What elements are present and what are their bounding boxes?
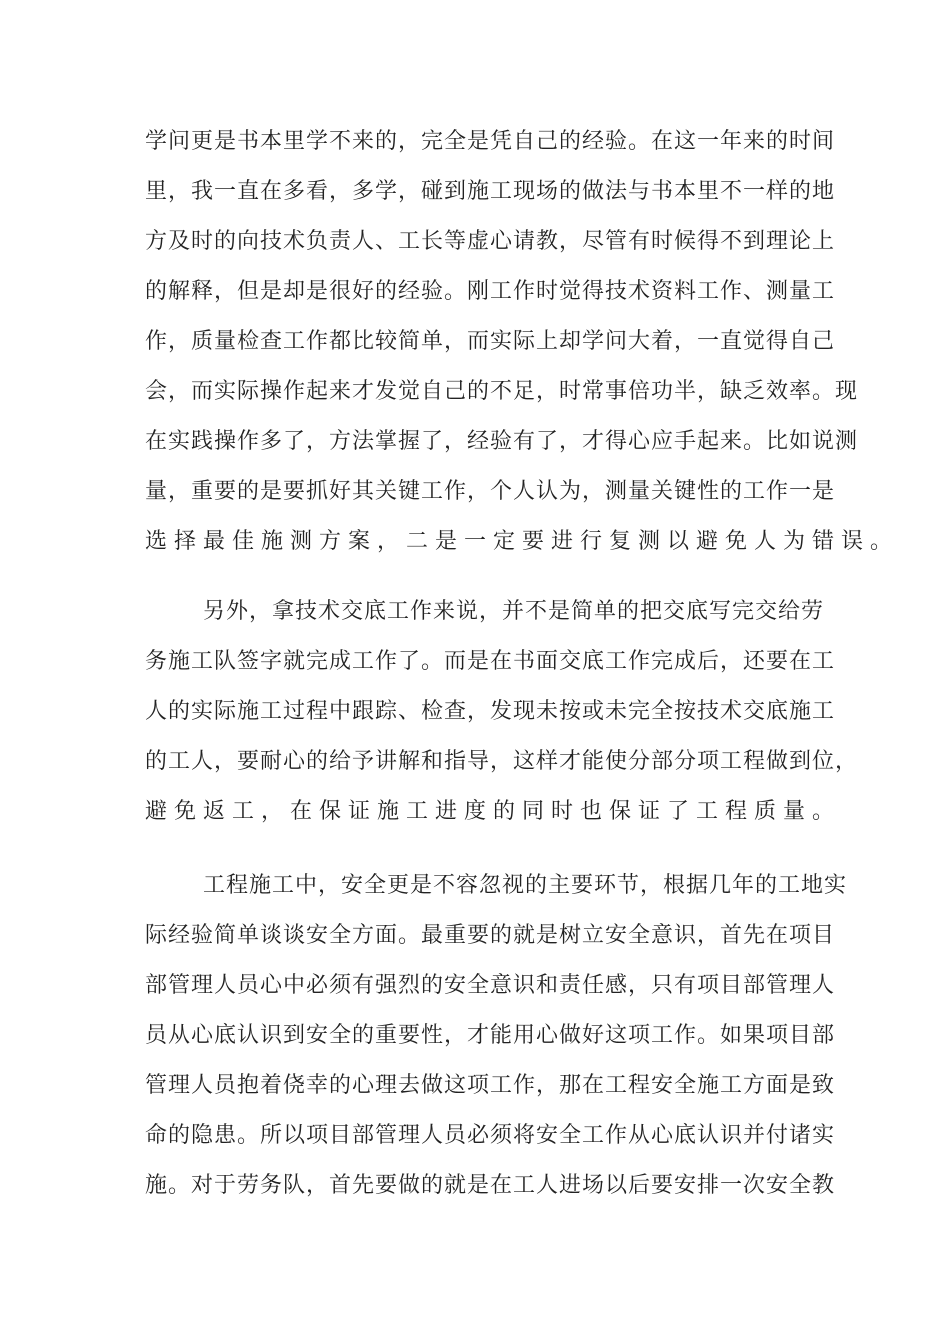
text-line: 际经验简单谈谈安全方面。最重要的就是树立安全意识，首先在项目 [145, 923, 836, 948]
text-line: 避免返工，在保证施工进度的同时也保证了工程质量。 [145, 799, 842, 824]
text-line: 人的实际施工过程中跟踪、检查，发现未按或未完全按技术交底施工 [145, 699, 836, 724]
text-line: 在实践操作多了，方法掌握了，经验有了，才得心应手起来。比如说测 [145, 429, 859, 454]
text-line: 学问更是书本里学不来的，完全是凭自己的经验。在这一年来的时间 [145, 129, 836, 154]
text-line: 部管理人员心中必须有强烈的安全意识和责任感，只有项目部管理人 [145, 973, 836, 998]
text-line: 方及时的向技术负责人、工长等虚心请教，尽管有时候得不到理论上 [145, 229, 836, 254]
text-line: 工程施工中，安全更是不容忽视的主要环节，根据几年的工地实 [203, 873, 848, 898]
text-line: 里，我一直在多看，多学，碰到施工现场的做法与书本里不一样的地 [145, 179, 836, 204]
text-line: 另外，拿技术交底工作来说，并不是简单的把交底写完交给劳 [203, 599, 825, 624]
paragraph-3 [145, 861, 848, 1211]
text-line: 员从心底认识到安全的重要性，才能用心做好这项工作。如果项目部 [145, 1023, 836, 1048]
text-line: 选择最佳施测方案，二是一定要进行复测以避免人为错误。 [145, 529, 900, 554]
paragraph-1 [145, 117, 900, 567]
text-line: 作，质量检查工作都比较简单，而实际上却学问大着，一直觉得自己 [145, 329, 836, 354]
paragraph-2 [145, 587, 859, 837]
text-line: 命的隐患。所以项目部管理人员必须将安全工作从心底认识并付诸实 [145, 1123, 836, 1148]
text-line: 会，而实际操作起来才发觉自己的不足，时常事倍功半，缺乏效率。现 [145, 379, 859, 404]
text-line: 量，重要的是要抓好其关键工作，个人认为，测量关键性的工作一是 [145, 479, 836, 504]
text-line: 施。对于劳务队，首先要做的就是在工人进场以后要安排一次安全教 [145, 1173, 836, 1198]
text-line: 管理人员抱着侥幸的心理去做这项工作，那在工程安全施工方面是致 [145, 1073, 836, 1098]
text-line: 务施工队签字就完成工作了。而是在书面交底工作完成后，还要在工 [145, 649, 836, 674]
text-line: 的解释，但是却是很好的经验。刚工作时觉得技术资料工作、测量工 [145, 279, 836, 304]
text-line: 的工人，要耐心的给予讲解和指导，这样才能使分部分项工程做到位， [145, 749, 859, 774]
